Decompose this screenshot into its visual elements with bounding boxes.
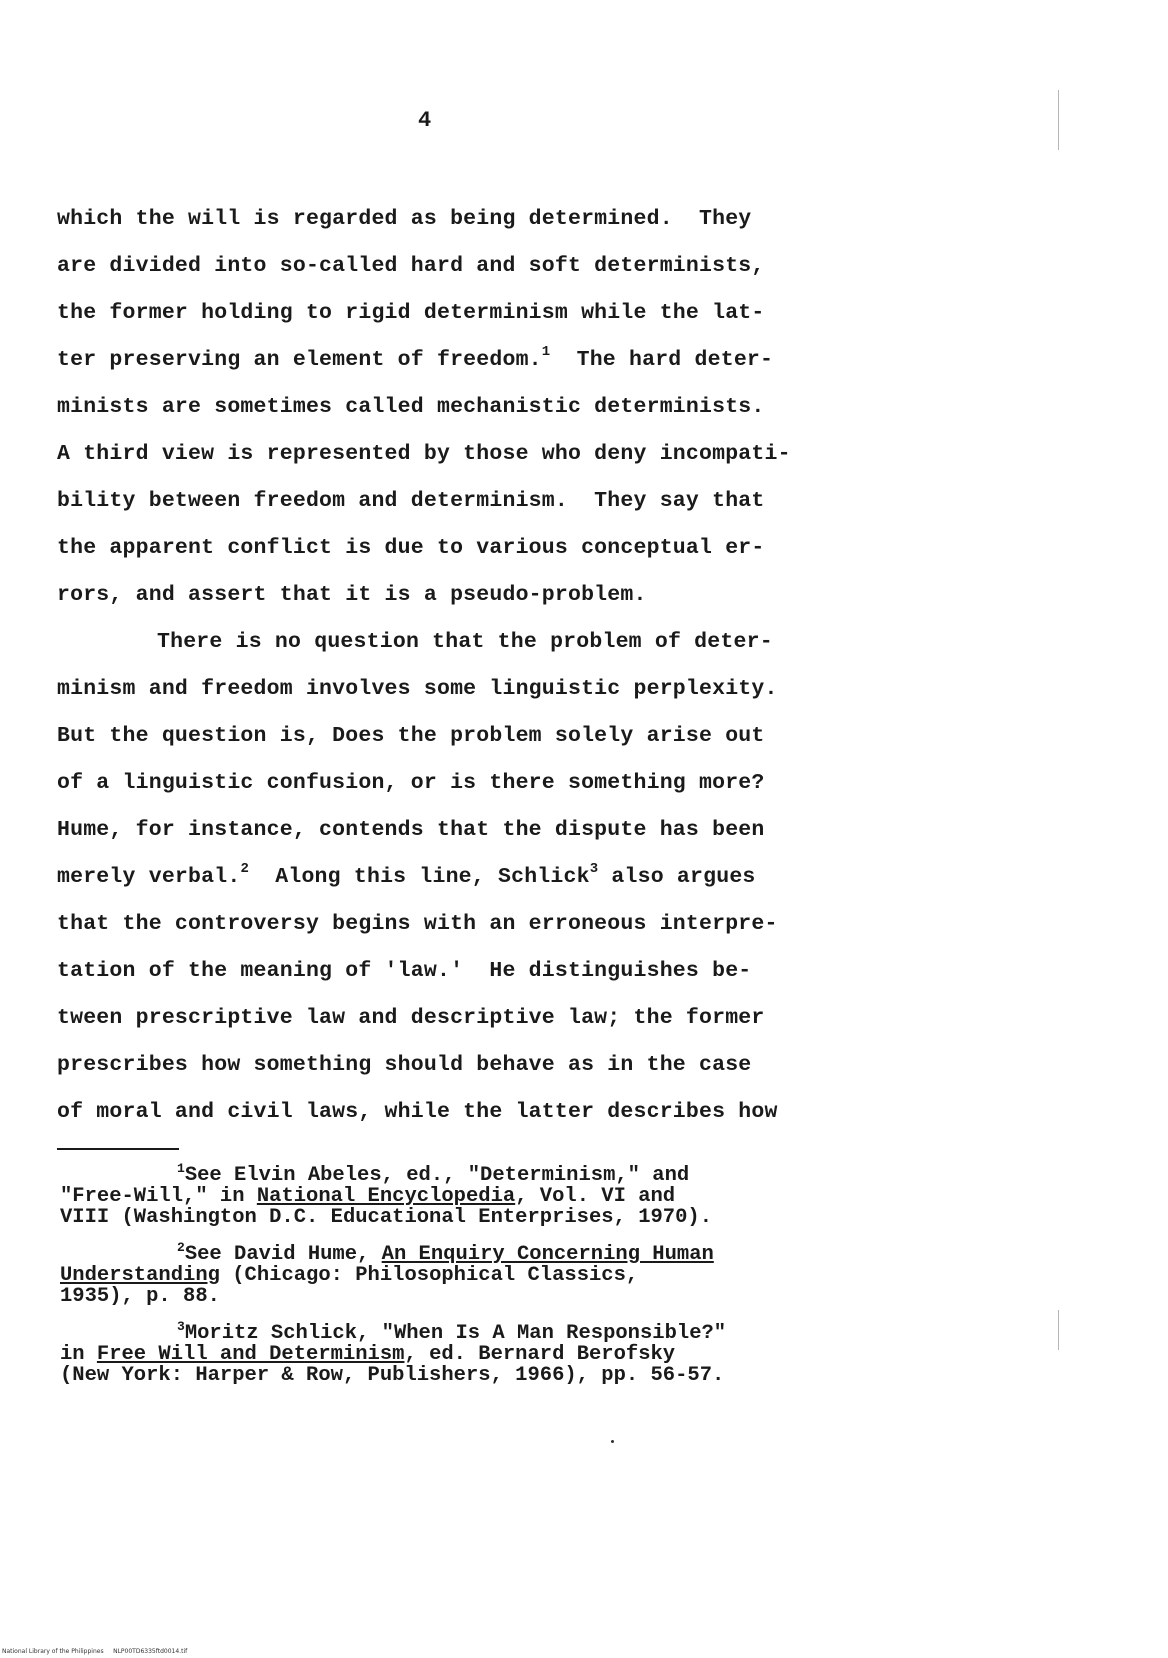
footnote-text: Moritz Schlick, "When Is A Man Responsible?" [184,1322,727,1345]
footnote-ref: 1 [541,343,551,360]
text-line [57,666,877,713]
footnote-text: (Chicago: Philosophical Classics, [219,1264,639,1287]
line-text: tween prescriptive law and descriptive law; the former [57,1006,765,1030]
text-line [57,807,877,854]
line-text: The hard deter- [550,348,774,372]
text-line [57,243,877,290]
archive-stamp: National Library of the Philippines NLP00TD6335ftd0014.tif [2,1648,188,1655]
footnote-title: Free Will and Determinism [96,1343,405,1366]
line-text: But the question is, Does the problem solely arise out [57,724,765,748]
line-text: Hume, for instance, contends that the dispute has been [57,818,765,842]
body-text [57,196,877,1136]
footnote-line [60,1344,880,1365]
footnote [60,1319,880,1387]
footnote-title: Understanding [60,1264,220,1287]
line-text: of a linguistic confusion, or is there something more? [57,771,765,795]
footnote-line [60,1319,880,1345]
line-text: minism and freedom involves some linguistic perplexity. [57,677,778,701]
line-text: are divided into so-called hard and soft determinists, [57,254,765,278]
footnote-ref: 2 [240,860,250,877]
footnote-marker: 3 [177,1319,185,1335]
footnote-text: (New York: Harper & Row, Publishers, 1966), pp. 56-57. [60,1364,725,1387]
line-text: Along this line, Schlick [249,865,590,889]
line-text: which the will is regarded as being determined. They [57,207,752,231]
line-text: bility between freedom and determinism. They say that [57,489,765,513]
footnote-divider [57,1148,179,1150]
line-text: that the controversy begins with an erroneous interpre- [57,912,778,936]
line-text: tation of the meaning of 'law.' He distinguishes be- [57,959,752,983]
footnote-text: , ed. Bernard Berofsky [404,1343,676,1366]
footnote-line [60,1265,880,1286]
text-line [57,337,877,384]
text-line [57,619,877,666]
text-line [57,196,877,243]
line-text: of moral and civil laws, while the latter describes how [57,1100,778,1124]
footnote-text: in [60,1343,97,1366]
footnote-text: See David Hume, [184,1243,382,1266]
footnote-text: , Vol. VI and [515,1185,676,1208]
line-text: the former holding to rigid determinism while the lat- [57,301,765,325]
line-text: rors, and assert that it is a pseudo-problem. [57,583,647,607]
page-number: 4 [418,108,432,133]
stray-mark [611,1440,614,1443]
footnote-text: "Free-Will," in [60,1185,257,1208]
footnote-line [60,1186,880,1207]
footnote-text: 1935), p. 88. [60,1285,220,1308]
text-line [57,1042,877,1089]
text-line [57,995,877,1042]
footnote-ref: 3 [589,860,599,877]
footnote-marker: 2 [177,1240,185,1256]
line-text: merely verbal. [57,865,241,889]
text-line [57,1089,877,1136]
footnote-title: National Encyclopedia [256,1185,516,1208]
text-line [57,948,877,995]
footnote-line [60,1365,880,1386]
line-text: minists are sometimes called mechanistic determinists. [57,395,765,419]
footnote [60,1161,880,1229]
text-line [57,384,877,431]
text-line [57,901,877,948]
line-text: A third view is represented by those who deny incompati- [57,442,791,466]
footnote-line [60,1161,880,1187]
line-text: ter preserving an element of freedom. [57,348,542,372]
text-line [57,572,877,619]
footnote-line [60,1207,880,1228]
text-line [57,431,877,478]
footnotes [60,1161,880,1402]
line-text: prescribes how something should behave as in the case [57,1053,752,1077]
text-line [57,478,877,525]
text-line [57,713,877,760]
margin-mark [1058,90,1059,150]
text-line [57,525,877,572]
line-text: the apparent conflict is due to various conceptual er- [57,536,765,560]
footnote-text: See Elvin Abeles, ed., "Determinism," and [184,1164,690,1187]
footnote-line [60,1240,880,1266]
footnote-text: VIII (Washington D.C. Educational Enterprises, 1970). [60,1206,713,1229]
footnote-marker: 1 [177,1161,185,1177]
footnote-title: An Enquiry Concerning Human [381,1243,714,1266]
line-text: There is no question that the problem of deter- [157,630,773,654]
footnote [60,1240,880,1308]
line-text: also argues [598,865,756,889]
text-line [57,290,877,337]
text-line [57,854,877,901]
footnote-line [60,1286,880,1307]
margin-mark [1058,1310,1059,1350]
text-line [57,760,877,807]
